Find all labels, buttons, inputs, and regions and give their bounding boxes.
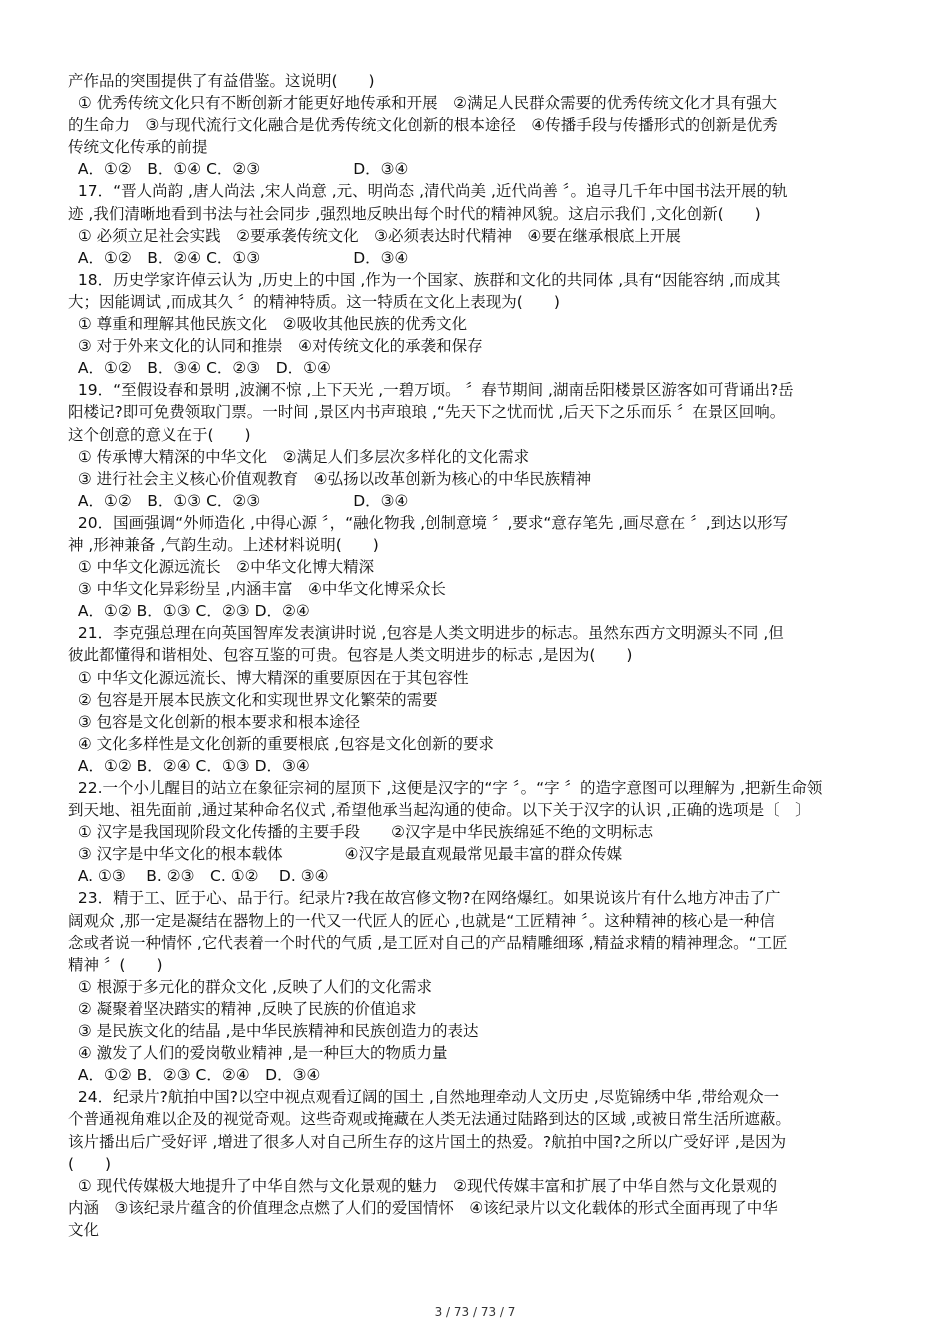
text-line: ③ 是民族文化的结晶 ,是中华民族精神和民族创造力的表达 — [68, 1022, 479, 1041]
text-line: 17．“晋人尚韵 ,唐人尚法 ,宋人尚意 ,元、明尚态 ,清代尚美 ,近代尚善 〞。追寻几千年中国书法开展的轨 — [68, 182, 788, 201]
text-line: 这个创意的意义在于( ) — [68, 425, 251, 444]
text-line: ① 根源于多元化的群众文化 ,反映了人们的文化需求 — [68, 977, 433, 996]
text-line: 该片播出后广受好评 ,增进了很多人对自己所生存的这片国土的热爱。?航拍中国?之所以广受好评 ,是因为 — [68, 1132, 787, 1151]
text-line: 24．纪录片?航拍中国?以空中视点观看辽阔的国土 ,自然地理牵动人文历史 ,尽览锦绣中华 ,带给观众一 — [68, 1088, 780, 1107]
text-line: 21．李克强总理在向英国智库发表演讲时说 ,包容是人类文明进步的标志。虽然东西方文明源头不同 ,但 — [68, 624, 784, 643]
text-line: ③ 进行社会主义核心价值观教育 ④弘扬以改革创新为核心的中华民族精神 — [68, 469, 592, 488]
text-line: ① 中华文化源远流长 ②中华文化博大精深 — [68, 558, 375, 577]
text-line: 22.一个小儿醒目的站立在象征宗祠的屋顶下 ,这便是汉字的“字 〞。“字 〞的造字意图可以理解为 ,把新生命领 — [68, 779, 823, 797]
text-line: 19．“至假设春和景明 ,波澜不惊 ,上下天光 ,一碧万顷。 〞春节期间 ,湖南岳阳楼景区游客如可背诵出?岳 — [68, 381, 794, 400]
text-line: 内涵 ③该纪录片蕴含的价值理念点燃了人们的爱国情怀 ④该纪录片以文化载体的形式全面再现了中华 — [68, 1198, 778, 1217]
text-line: 神 ,形神兼备 ,气韵生动。上述材料说明( ) — [68, 535, 379, 554]
text-line: ① 现代传媒极大地提升了中华自然与文化景观的魅力 ②现代传媒丰富和扩展了中华自然与文化景观的 — [68, 1176, 778, 1195]
text-line: ② 凝聚着坚决踏实的精神 ,反映了民族的价值追求 — [68, 999, 417, 1018]
text-line: 彼此都懂得和谐相处、包容互鉴的可贵。包容是人类文明进步的标志 ,是因为( ) — [68, 646, 633, 665]
text-line: 个普通视角难以企及的视觉奇观。这些奇观或掩藏在人类无法通过陆路到达的区域 ,或被日常生活所遮蔽。 — [68, 1110, 791, 1129]
text-line: ① 优秀传统文化只有不断创新才能更好地传承和开展 ②满足人民群众需要的优秀传统文化才具有强大 — [68, 94, 778, 113]
document-body — [68, 70, 886, 1241]
text-line: ② 包容是开展本民族文化和实现世界文化繁荣的需要 — [68, 690, 438, 709]
text-line: 的生命力 ③与现代流行文化融合是优秀传统文化创新的根本途径 ④传播手段与传播形式的创新是优秀 — [68, 116, 778, 135]
text-line: 精神 〞( ) — [68, 955, 163, 974]
text-line: ③ 对于外来文化的认同和推崇 ④对传统文化的承袭和保存 — [68, 337, 483, 356]
text-line: ④ 激发了人们的爱岗敬业精神 ,是一种巨大的物质力量 — [68, 1044, 448, 1063]
text-line: ① 传承博大精深的中华文化 ②满足人们多层次多样化的文化需求 — [68, 447, 530, 466]
text-line: A．①② B．②③ C．②④ D．③④ — [68, 1066, 321, 1085]
text-line: 文化 — [68, 1220, 100, 1239]
text-line: 产作品的突围提供了有益借鉴。这说明( ) — [68, 72, 375, 90]
text-line: 阔观众 ,那一定是凝结在器物上的一代又一代匠人的匠心 ,也就是“工匠精神 〞。这种精神的核心是一种信 — [68, 911, 775, 930]
text-line: 念或者说一种情怀 ,它代表着一个时代的气质 ,是工匠对自己的产品精雕细琢 ,精益求精的精神理念。“工匠 — [68, 933, 788, 952]
text-line: ③ 汉字是中华文化的根本载体 ④汉字是最直观最常见最丰富的群众传媒 — [68, 845, 623, 864]
text-line: A．①② B．①④ C．②③ D．③④ — [68, 160, 409, 179]
text-line: A．①② B．①③ C．②③ D．③④ — [68, 491, 409, 510]
text-line: A．①② B．③④ C．②③ D．①④ — [68, 359, 331, 378]
text-line: A．①② B．①③ C．②③ D．②④ — [68, 602, 310, 621]
text-line: A. ①③ B. ②③ C. ①② D. ③④ — [68, 867, 329, 886]
text-line: 23．精于工、匠于心、品于行。纪录片?我在故宫修文物?在网络爆红。如果说该片有什么地方冲击了广 — [68, 889, 781, 908]
text-line: 到天地、祖先面前 ,通过某种命名仪式 ,希望他承当起沟通的使命。以下关于汉字的认识 ,正确的选项是〔 〕 — [68, 801, 811, 820]
text-line: ① 尊重和理解其他民族文化 ②吸收其他民族的优秀文化 — [68, 315, 468, 334]
text-line: 迹 ,我们清晰地看到书法与社会同步 ,强烈地反映出每个时代的精神风貌。这启示我们 ,文化创新( ) — [68, 204, 761, 223]
text-line: 大；因能调试 ,而成其久 〞的精神特质。这一特质在文化上表现为( ) — [68, 292, 560, 311]
text-line: ( ) — [68, 1154, 112, 1173]
text-line: ① 汉字是我国现阶段文化传播的主要手段 ②汉字是中华民族绵延不绝的文明标志 — [68, 823, 654, 842]
text-line: 20．国画强调“外师造化 ,中得心源 〞，“融化物我 ,创制意境 〞,要求“意存笔先 ,画尽意在 〞,到达以形写 — [68, 513, 789, 532]
text-line: 18．历史学家许倬云认为 ,历史上的中国 ,作为一个国家、族群和文化的共同体 ,具有“因能容纳 ,而成其 — [68, 270, 781, 289]
text-line: ③ 中华文化异彩纷呈 ,内涵丰富 ④中华文化博采众长 — [68, 580, 446, 599]
text-line: 阳楼记?即可免费领取门票。一时间 ,景区内书声琅琅 ,“先天下之忧而忧 ,后天下之乐而乐 〞在景区回响。 — [68, 403, 786, 422]
text-line: ① 必须立足社会实践 ②要承袭传统文化 ③必须表达时代精神 ④要在继承根底上开展 — [68, 226, 681, 245]
text-line: A．①② B．②④ C．①③ D．③④ — [68, 756, 310, 775]
text-line: 传统文化传承的前提 — [68, 138, 208, 157]
text-line: A．①② B．②④ C．①③ D．③④ — [68, 248, 409, 267]
text-line: ③ 包容是文化创新的根本要求和根本途径 — [68, 712, 361, 731]
text-line: ④ 文化多样性是文化创新的重要根底 ,包容是文化创新的要求 — [68, 734, 495, 753]
text-line: ① 中华文化源远流长、博大精深的重要原因在于其包容性 — [68, 668, 469, 687]
page-footer: 3 / 73 / 73 / 7 — [434, 1305, 516, 1319]
